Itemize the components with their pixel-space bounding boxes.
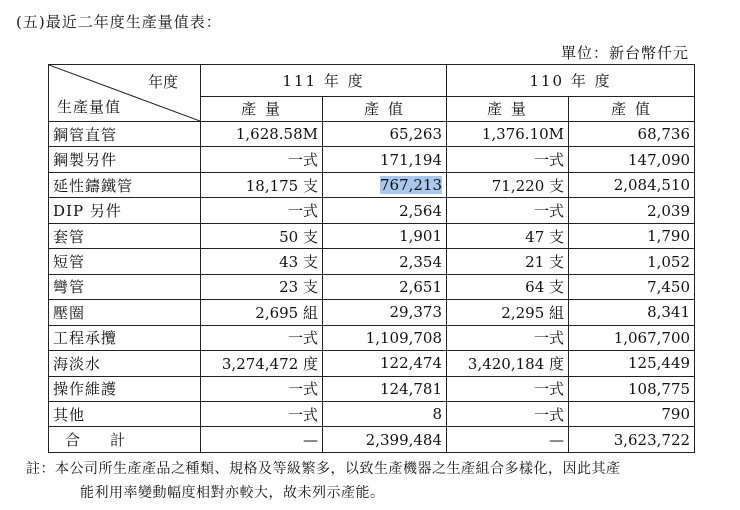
qty-111: 1,628.58M [201, 122, 323, 147]
item-name: 鋼製另件 [49, 147, 201, 172]
val-110: 125,449 [569, 351, 695, 376]
qty-110: 2,295 組 [447, 300, 569, 325]
val-111: 2,354 [323, 249, 447, 274]
val-111-selected[interactable] [323, 172, 447, 197]
table-row [49, 274, 695, 299]
total-qty-110: — [447, 427, 569, 453]
header-year-111: 111 年 度 [201, 65, 447, 97]
footnote [26, 457, 621, 505]
qty-111: 一式 [201, 402, 323, 427]
val-110: 68,736 [569, 122, 695, 147]
val-111: 8 [323, 402, 447, 427]
qty-111: 一式 [201, 325, 323, 350]
item-name: 鋼管直管 [49, 122, 201, 147]
qty-111: 一式 [201, 147, 323, 172]
qty-111: 43 支 [201, 249, 323, 274]
item-name: 彎管 [49, 274, 201, 299]
qty-111: 3,274,472 度 [201, 351, 323, 376]
qty-110: 71,220 支 [447, 172, 569, 197]
item-name: 其他 [49, 402, 201, 427]
qty-110: 21 支 [447, 249, 569, 274]
table-row [49, 300, 695, 325]
val-110: 8,341 [569, 300, 695, 325]
item-axis-label: 生產量值 [57, 98, 122, 117]
val-111: 65,263 [323, 122, 447, 147]
val-110: 2,039 [569, 198, 695, 223]
footnote-line-1: 註：本公司所生產產品之種類、規格及等級繁多，以致生產機器之生產組合多樣化，因此其產 [26, 461, 621, 477]
qty-111: 23 支 [201, 274, 323, 299]
val-110: 7,450 [569, 274, 695, 299]
val-111: 2,651 [323, 274, 447, 299]
table-row [49, 172, 695, 197]
val-111: 124,781 [323, 376, 447, 401]
qty-110: 一式 [447, 376, 569, 401]
year-axis-label: 年度 [147, 73, 178, 91]
val-111: 1,109,708 [323, 325, 447, 350]
total-label: 合計 [49, 427, 201, 453]
total-val-110: 3,623,722 [569, 427, 695, 453]
table-row [49, 376, 695, 401]
qty-110: 47 支 [447, 223, 569, 248]
val-110: 147,090 [569, 147, 695, 172]
item-name: 工程承攬 [49, 325, 201, 350]
val-110: 108,775 [569, 376, 695, 401]
val-110: 1,067,700 [569, 325, 695, 350]
header-year-110: 110 年 度 [447, 65, 695, 97]
table-row [49, 249, 695, 274]
qty-111: 一式 [201, 376, 323, 401]
qty-110: 64 支 [447, 274, 569, 299]
table-row [49, 351, 695, 376]
qty-110: 一式 [447, 325, 569, 350]
header-val-110: 產 值 [569, 96, 695, 121]
header-qty-111: 產 量 [201, 96, 323, 121]
qty-111: 18,175 支 [201, 172, 323, 197]
table-row [49, 325, 695, 350]
section-title: (五)最近二年度生產量值表： [16, 13, 222, 31]
val-111: 122,474 [323, 351, 447, 376]
diagonal-header-cell [49, 65, 201, 122]
footnote-line-2: 能利用率變動幅度相對亦較大，故未列示產能。 [80, 485, 385, 501]
qty-111: 50 支 [201, 223, 323, 248]
total-qty-111: — [201, 427, 323, 453]
qty-110: 一式 [447, 147, 569, 172]
table-row [49, 147, 695, 172]
val-111: 1,901 [323, 223, 447, 248]
total-row [49, 427, 695, 453]
qty-110: 1,376.10M [447, 122, 569, 147]
item-name: 壓圈 [49, 300, 201, 325]
header-val-111: 產 值 [323, 96, 447, 121]
header-qty-110: 產 量 [447, 96, 569, 121]
selected-text-highlight: 767,213 [379, 176, 443, 195]
item-name: 套管 [49, 223, 201, 248]
item-name: 延性鑄鐵管 [49, 172, 201, 197]
total-val-111: 2,399,484 [323, 427, 447, 453]
val-110: 1,052 [569, 249, 695, 274]
val-110: 1,790 [569, 223, 695, 248]
val-110: 2,084,510 [569, 172, 695, 197]
val-111: 2,564 [323, 198, 447, 223]
table-row [49, 198, 695, 223]
header-row-years [49, 65, 695, 97]
qty-111: 2,695 組 [201, 300, 323, 325]
qty-110: 一式 [447, 198, 569, 223]
currency-unit: 單位：新台幣仟元 [560, 44, 689, 62]
table-row [49, 122, 695, 147]
qty-110: 一式 [447, 402, 569, 427]
qty-111: 一式 [201, 198, 323, 223]
qty-110: 3,420,184 度 [447, 351, 569, 376]
table-row [49, 402, 695, 427]
production-table [48, 64, 695, 453]
val-110: 790 [569, 402, 695, 427]
val-111: 29,373 [323, 300, 447, 325]
item-name: 短管 [49, 249, 201, 274]
val-111: 171,194 [323, 147, 447, 172]
item-name: DIP 另件 [49, 198, 201, 223]
item-name: 海淡水 [49, 351, 201, 376]
item-name: 操作維護 [49, 376, 201, 401]
table-row [49, 223, 695, 248]
